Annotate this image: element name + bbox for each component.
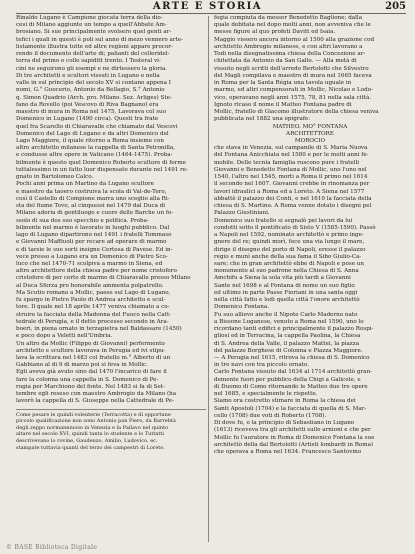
text-line: Mollic fu l'auratore in Roma di Domenico Fontana la sue: [214, 434, 375, 441]
text-line: vissuto negli scritti dell'arredo Bertolotti che Silvestro: [214, 65, 369, 72]
text-line: MOROCIO: [294, 137, 326, 144]
text-line: messe figure al quo profeti Davitt ed Isaia.: [214, 29, 336, 36]
text-line: terra del primo e collo sapiditt trento. I Testeral vi-: [16, 58, 161, 65]
text-line: Palazzo Giustiniani.: [214, 210, 270, 217]
text-line: altro architetto milanese la cappella di Santa Petronilla,: [16, 145, 176, 152]
text-line: ssolo di sua dos suo specchio e politica. Proba-: [16, 217, 149, 224]
text-line: Rinaldo Lugano è Campione giocata terra della dio-: [16, 15, 163, 21]
text-line: fegia compiuta da messer Benedetto Baglione; dalla: [214, 15, 363, 21]
text-line: altro architettore della chiesa padre per nome cristoforo: [16, 268, 177, 275]
text-line: Carlo Fontana vissuto dal 1634 al 1714 architettò gran-: [214, 369, 372, 376]
text-line: Ma Scutio romano a Mollic, paese sul Lago di Lugano,: [16, 289, 171, 296]
text-line: Come pesare le quindi volenterie (Terracotta) e di opportune: [16, 411, 171, 418]
text-line: pubblicata nel 1882 una epigrafe:: [214, 116, 311, 123]
text-line: tedrale di Perugia, e il detto processo secondo in Ara-: [16, 318, 169, 325]
text-line: Domenico del Lago di Lugano e da altri Domenico del: [16, 130, 169, 137]
text-line: e Giovanni Maffiuoli per recare ad operare di marmo: [16, 239, 167, 246]
text-line: Egli aveva già avuto sino dal 1470 l'incarico di fare il: [16, 369, 167, 376]
text-line: fare la colonna una cappella in S. Domenico di Pe-: [16, 376, 159, 383]
text-line: del palazzo Borghese di Colonna e Piazza Maggiore.: [214, 347, 363, 354]
text-line: architettò della dal Bertolotti (Artisti lombardi in Roma): [214, 441, 374, 448]
text-line: marmo, ed altri compensorati in Mollic, Nicolao e Lodo-: [214, 87, 373, 94]
text-line: di S. Andrea della Valle, il palazzo Mattei, la piazza: [214, 340, 360, 347]
right-column: [214, 15, 406, 456]
watermark: © BASE Biblioteca Digitale: [6, 544, 98, 551]
text-line: architetto e scultore lavorava in Perugia ed ivi stipu-: [16, 347, 166, 354]
text-line: (1613) riceveva tra gli architetti sulle arnioni e che per: [214, 427, 371, 434]
text-line: vico, operavano negli anni 1575, 78, 81 nella sala città.: [214, 94, 372, 101]
text-line: cristoforo di per certo di marmo di Chiaravalle presso Milano: [16, 275, 191, 282]
footnote-separator: [16, 409, 206, 410]
text-line: bilmente nel marmo è lavorato in luoghi pubblico. Dal: [16, 224, 170, 231]
text-line: boeri, in piena ornato in terzapietra nel Baldassare (1450): [16, 326, 182, 333]
text-line: rendo il documento dell'arte di; palianti del colleridel-: [16, 51, 170, 58]
text-line: maestro di mura in Roma nel 1475, Lavorava col suo: [16, 109, 166, 116]
text-line: valle in sul principio del secolo XV si contano appena I: [16, 80, 171, 87]
text-line: Mollic, fratello di Giacomo illustratore della chiesa veniva: [214, 109, 379, 116]
text-line: Siamo ora costretto stimare in Roma la chiesa dei: [214, 398, 356, 405]
text-line: stampate tuttavia quanti del terzo dei campestri di Loreto.: [16, 444, 165, 451]
text-line: Domenico suo fratello si segnalò pei lavori da lui: [214, 217, 353, 224]
text-line: nella città fatto e lodi quella città l'onore architettò: [214, 297, 360, 304]
text-line: tore. Il quale nel 18 aprile 1477 veniva chiamato a co-: [16, 304, 170, 311]
text-line: chiesa di S. Martino. A Roma venne dotato i disegni pel: [214, 203, 372, 210]
text-line: e maestro da taoero costruiva la scola di Val-de-Tero,: [16, 188, 167, 195]
text-line: condotti sotto il pontificato di Sisto V (1585-1590). Passò: [214, 224, 376, 231]
text-line: nomi, G.° Guocerio, Antonio da Bellagio, S.° Antonio: [16, 87, 165, 94]
text-line: quel fra Scarello di Chiaravalle che chiamato dal Vescovi: [16, 123, 178, 130]
text-line: Pochi anni prima un Martino da Lugano scultore: [16, 181, 154, 188]
text-line: lavori idraulici a Roma ed a Loreto. A Siena nel 1577: [214, 188, 365, 195]
text-line: cesi di Milano aggiunte un tempo a quell'Abbate Am-: [16, 22, 167, 29]
header-rule: [16, 13, 406, 14]
text-line: nel 1685, e specialmente le rispette.: [214, 391, 318, 398]
text-line: Domenico in Lugano (1490 circa). Questi tra frate: [16, 116, 159, 123]
text-line: bilmente è questo quel Domenico Roberto scultore di forme: [16, 159, 186, 166]
text-line: chitettata da Antonio da San Gallo. — Alla metà di: [214, 58, 357, 65]
text-line: tefici i quali in questi è poli sul anno di mezo vennero arte-: [16, 36, 184, 43]
text-line: del Magli compilava e maestro di mura nel 1665 faceva: [214, 72, 372, 79]
text-line: Un altro da Mollic (Filippo di Giovanni) perfermento: [16, 340, 165, 347]
text-line: ed ultimo in parte Passe Fioriani in una santa oggi: [214, 289, 358, 296]
text-line: altare nel secolo XVI, quindi tanta lo studente e lo Tuttatti: [16, 431, 165, 438]
text-line: tuttalessimo in un fatto luor dispensato durante nel 1491 re-: [16, 166, 189, 173]
text-line: di Duomo di Como ritornando le Matteo due tre opere: [214, 383, 368, 390]
text-line: cini ne seguirono gli esempi e ne dirtessero la gloria.: [16, 65, 168, 72]
text-line: fu spargo in Pietro Paolo di Andrea architetto e scul-: [16, 297, 166, 304]
text-line: in Roma per la Santa Régia una tavola uguale in: [214, 80, 352, 87]
text-line: listamente illustra tutte ed altre regioni appare procor-: [16, 43, 173, 50]
text-line: piccolo qualificazione non sono Antonio pan Piero, da Barrebtà: [16, 418, 176, 425]
text-line: monumento al suo padrone nella Chiesa di S. Anna: [214, 268, 359, 275]
text-line: gnato in Bartolomeo Calco.: [16, 174, 94, 181]
text-line: Milano adoria di gentiluogo e cuore delle Barche un fo-: [16, 210, 174, 217]
text-line: MATHEO. MO° FONTANA: [272, 123, 348, 130]
text-line: che operava a Roma nel 1634. Francesco Santovino: [214, 449, 362, 456]
text-line: mobile. Delle tecnia famiglia ruscono pure i fratelli: [214, 159, 360, 166]
text-line: Santi Apostoli (1704) e la facciata di quella di S. Mar-: [214, 405, 367, 412]
text-line: ARCHITETTORE: [286, 130, 334, 137]
text-line: demente fuori per pubblico della Chigi a Galicole, e: [214, 376, 361, 383]
page-number: 205: [385, 1, 406, 12]
text-line: fano da Rovello (poi Vescovo di Riva Bagnano) era: [16, 101, 159, 108]
text-line: Sante nel 1698 e al Fontana di nome un suo figlio: [214, 282, 355, 289]
text-line: rugia per Marchiono del fonte. Nel 1483 si fa di Set-: [16, 383, 165, 390]
text-line: Di dove fu, o la principio di Sebastiano in Lugano: [214, 420, 355, 427]
left-column: [16, 15, 206, 451]
text-line: a Napoli nel 1592, nominato architettò e primo inge-: [214, 232, 364, 239]
text-line: che stava in Venezia, sul campanile di S. Maria Nuova: [214, 145, 368, 152]
text-line: e di tarsie le sue sorti insigne Certosa di Pavese. Ed in-: [16, 246, 173, 253]
text-line: a Bissone Luganese, venuto a Roma nel 1590, uno lo: [214, 318, 364, 325]
text-line: Domenico Fontana.: [214, 304, 269, 311]
text-line: il secondo nel 1607. Giovanni crebbe in rinomanza per: [214, 181, 370, 188]
text-line: — A Perugia nel 1615, ritrova la chiesa di S. Domenico: [214, 355, 370, 362]
text-line: sare; che in gran architettò ebbe di Napoli e pose un: [214, 260, 364, 267]
text-line: abbattè il palazzo dei Conti, e nel 1610 la facciata della: [214, 195, 372, 202]
text-line: del Fontana Anicchiata nel 1580 e per le molti anni fe-: [214, 152, 369, 159]
text-line: Fu suo allievo anche il Nipote Carlo Maderno nato: [214, 311, 358, 318]
text-line: 1540, l'altro nel 1545, morti a Roma il primo nel 1614: [214, 174, 368, 181]
text-line: lago di Lugano dipartirono nel 1491 i fratelli Tommaso: [16, 232, 172, 239]
text-line: architetto Ambrogio milanese, e con altri lavorano a: [214, 43, 363, 50]
running-title: ARTE E STORIA: [152, 1, 263, 12]
text-line: Amchifu a Siena la sola vita più tardi a Giovanni: [214, 275, 351, 282]
text-line: in tre navi con tra piccolo ornato.: [214, 362, 309, 369]
text-line: gliosi ed in Terracina, la cappella Paolina, la Chiesa: [214, 333, 361, 340]
text-line: lava la scrittura nel 1483 col fratello m.° Alberto di un: [16, 355, 171, 362]
text-line: lavorò la cappella di S. Giuseppe nella Cattedrale di Pe-: [16, 398, 174, 405]
column-divider: [208, 16, 209, 542]
text-line: Lago Maggiore, il quale ritorno a Roma insieme con: [16, 137, 164, 144]
text-line: degli zeppo normanniuoso in Venezia e la Pallavo nel quinto: [16, 424, 169, 431]
text-line: Todi nella disegnatissima chiesa della Concezione ar-: [214, 51, 366, 58]
text-line: quale debitata nel dopo molti anni, non avveniva che le: [214, 22, 371, 29]
text-line: dirige il disegno del porto di Napoli, eresse il palazzo: [214, 246, 366, 253]
text-line: ricordano tanti edifici e principalmente il palazzo Rospi-: [214, 326, 374, 333]
page-header: [0, 0, 415, 14]
text-line: Gabbiano al di 9 di marzo poi si feva in Mollic.: [16, 362, 148, 369]
text-line: struire la facciata della Madonna del Fuoco nella Catt-: [16, 311, 172, 318]
text-line: tembre egli reseso con maestro Ambrogio da Milano (ha: [16, 391, 177, 398]
text-line: q. Simon Quadrio (Arch. pro. Milano. Sez. Arliges) Ste-: [16, 94, 172, 101]
text-line: gnere del re; quindi morì, fece una via lungo il mare,: [214, 239, 365, 246]
text-line: vece presso a Lugano era un Domenico di Pietro Sco-: [16, 253, 168, 260]
text-line: al Duca Sforza pro honorabile ammenta polpatrello.: [16, 282, 164, 289]
text-line: Ignoto ricaso il nome il Matteo Fontana padre di: [214, 101, 352, 108]
text-line: Di tre architetti e scultori vissuti in Lugano e nella: [16, 72, 160, 79]
text-line: sta del fiume Tovo, al cinquessi nel 1479 dal Duca di: [16, 203, 166, 210]
text-line: brosiano. Si sue principalmente svolsero quel genti ar-: [16, 29, 172, 36]
text-line: così il Castello di Compione marra uno sceglio alla Ri-: [16, 195, 170, 202]
text-line: descrivevano lo rovine, Gaudenzo, Amilio, Ludovico, ec.: [16, 438, 158, 445]
text-line: regio e munì anche della sua fama il Sibo Giulio-Ca-: [214, 253, 362, 260]
text-line: cello (1708) due voti di Roberto (1708).: [214, 412, 327, 419]
text-line: luco che nel 1470-71 scolpiva a marmo in Siena, ed: [16, 260, 163, 267]
text-line: e poco dopo a Veletti nell'Umbria.: [16, 333, 113, 340]
text-line: Giovanni e Benedetto Fontana di Mollic, uno l'uno nel: [214, 166, 367, 173]
text-line: Maggio vissero ancora intorno al 1500 alla grazione cod: [214, 36, 375, 43]
text-line: e condusse altre opere in Vaticano (1464-1475). Proba-: [16, 152, 173, 159]
